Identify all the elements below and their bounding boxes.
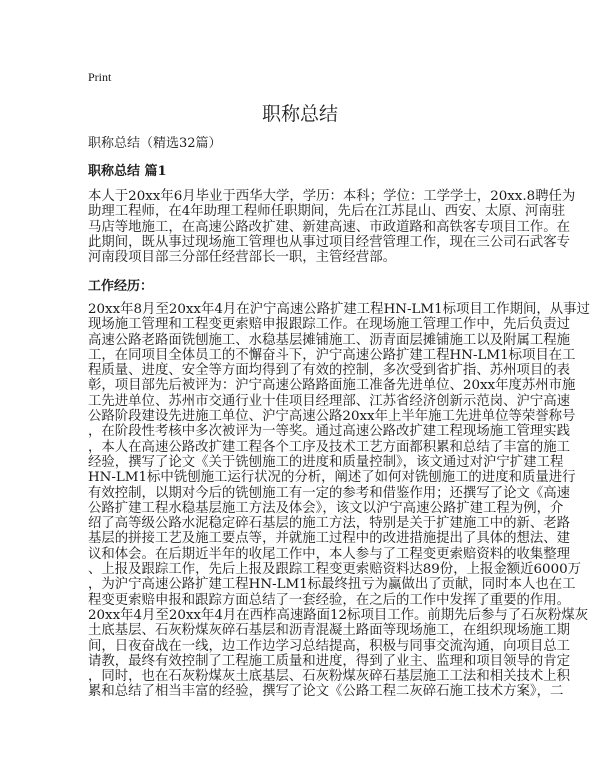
text-line: 基层的拼接工艺及施工要点等，并就施工过程中的改进措施提出了具体的想法、建 <box>88 531 571 547</box>
text-line: 高速公路老路面铣刨施工、水稳基层摊铺施工、沥青面层摊铺施工以及附属工程施 <box>88 332 571 348</box>
print-label: Print <box>88 70 112 84</box>
page-title: 职称总结 <box>261 103 338 125</box>
text-line: 马店等地施工，在高速公路改扩建、新建高速、市政道路和高铁客专项目工作。在 <box>88 219 571 235</box>
text-line: 河南段项目部三分部任经营部长一职，主管经营部。 <box>88 250 396 266</box>
text-line: HN-LM1标中铣刨施工运行状况的分析，阐述了如何对铣刨施工的进度和质量进行 <box>88 470 576 486</box>
document-subtitle: 职称总结（精选32篇） <box>88 136 222 151</box>
text-line: 本人于20xx年6月毕业于西华大学，学历：本科；学位：工学学士，20xx.8聘任为 <box>88 189 576 204</box>
text-line: 、上报及跟踪工作，先后上报及跟踪工程变更索赔资料达89份，上报金额近6000万 <box>88 562 582 578</box>
text-line: 现场施工管理和工程变更索赔申报跟踪工作。在现场施工管理工作中，先后负责过 <box>88 317 571 333</box>
section-heading: 职称总结 篇1 <box>88 164 167 179</box>
text-line: 经验，撰写了论文《关于铣刨施工的进度和质量控制》，该文通过对沪宁扩建工程 <box>88 454 564 470</box>
text-line: 此期间，既从事过现场施工管理也从事过项目经营管理工作，现在三公司石武客专 <box>88 234 571 250</box>
text-line: 工先进单位、苏州市交通行业十佳项目经理部、江苏省经济创新示范岗、沪宁高速 <box>88 393 571 409</box>
text-line: 请教，最终有效控制了工程施工质量和进度，得到了业主、监理和项目领导的肯定 <box>88 653 571 669</box>
intro-paragraph <box>88 189 576 266</box>
text-line: 公路扩建工程水稳基层施工方法及体会》，该文以沪宁高速公路扩建工程为例，介 <box>88 500 564 516</box>
text-line: 彰，项目部先后被评为：沪宁高速公路路面施工准备先进单位、20xx年度苏州市施 <box>88 378 576 394</box>
text-line: 议和体会。在后期近半年的收尾工作中，本人参与了工程变更索赔资料的收集整理 <box>88 546 571 562</box>
text-line: 助理工程师，在4年助理工程师任职期间，先后在江苏昆山、西安、太原、河南驻 <box>88 204 566 220</box>
text-line: 累和总结了相当丰富的经验，撰写了论文《公路工程二灰碎石施工技术方案》，二 <box>88 684 564 700</box>
text-line: 绍了高等级公路水泥稳定碎石基层的施工方法，特别是关于扩建施工中的新、老路 <box>88 516 571 532</box>
text-line: ，同时，也在石灰粉煤灰土底基层、石灰粉煤灰碎石基层施工工法和相关技术上积 <box>88 669 571 685</box>
text-line: 土底基层、石灰粉煤灰碎石基层和沥青混凝土路面等现场施工，在组织现场施工期 <box>88 623 571 639</box>
text-line: ，本人在高速公路改扩建工程各个工序及技术工艺方面都积累和总结了丰富的施工 <box>88 439 571 455</box>
text-line: 公路阶段建设先进施工单位、沪宁高速公路20xx年上半年施工先进单位等荣誉称号 <box>88 409 576 425</box>
experience-heading: 工作经历： <box>88 279 154 294</box>
text-line: 间，日夜奋战在一线，边工作边学习总结提高，积极与同事交流沟通，向项目总工 <box>88 638 571 654</box>
text-line: 程变更索赔申报和跟踪方面总结了一套经验，在之后的工作中发挥了重要的作用。 <box>88 592 571 608</box>
text-line: ，为沪宁高速公路扩建工程HN-LM1标最终扭亏为赢做出了贡献，同时本人也在工 <box>88 577 576 593</box>
text-line: 20xx年4月至20xx年4月在西柞高速路面12标项目工作。前期先后参与了石灰粉煤灰 <box>88 607 589 623</box>
text-line: 程质量、进度、安全等方面均得到了有效的控制，多次受到省扩指、苏州项目的表 <box>88 363 571 379</box>
experience-paragraph <box>88 302 590 700</box>
text-line: 有效控制，以期对今后的铣刨施工有一定的参考和借鉴作用；还撰写了论文《高速 <box>88 485 571 501</box>
text-line: 20xx年8月至20xx年4月在沪宁高速公路扩建工程HN-LM1标项目工作期间，从事过 <box>88 302 590 317</box>
text-line: 工，在同项目全体员工的不懈奋斗下，沪宁高速公路扩建工程HN-LM1标项目在工 <box>88 347 576 363</box>
text-line: ，在阶段性考核中多次被评为一等奖。通过高速公路改扩建工程现场施工管理实践 <box>88 424 571 440</box>
